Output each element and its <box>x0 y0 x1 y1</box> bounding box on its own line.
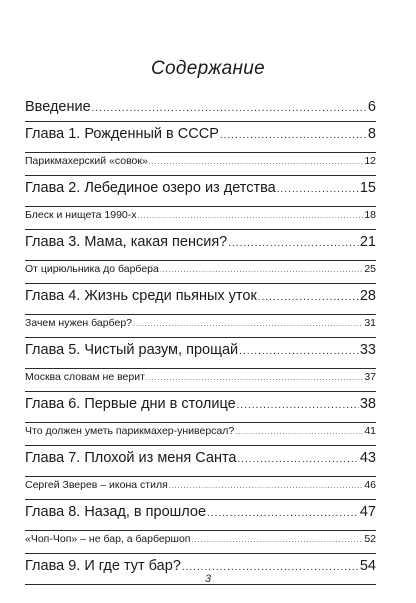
table-of-contents <box>25 99 376 585</box>
dot-leader <box>220 130 367 141</box>
toc-page-number: 46 <box>364 479 376 491</box>
dot-leader <box>92 103 367 114</box>
dot-leader <box>235 429 363 436</box>
toc-page-number: 12 <box>364 155 376 167</box>
dot-leader <box>169 483 364 490</box>
page-title: Содержание <box>151 58 265 79</box>
toc-entry <box>25 284 376 315</box>
toc-entry <box>25 392 376 423</box>
toc-page-number: 47 <box>359 504 376 520</box>
toc-entry <box>25 99 376 122</box>
toc-entry-title: Глава 8. Назад, в прошлое <box>25 504 207 520</box>
toc-entry-title: Что должен уметь парикмахер-универсал? <box>25 425 235 437</box>
toc-entry-title: Блеск и нищета 1990-х <box>25 209 137 221</box>
toc-entry-title: Глава 2. Лебединое озеро из детства <box>25 180 276 196</box>
toc-page-number: 8 <box>367 126 376 142</box>
dot-leader <box>182 562 359 573</box>
toc-entry-title: «Чоп-Чоп» – не бар, а барбершоп <box>25 533 191 545</box>
dot-leader <box>138 213 364 220</box>
toc-page-number: 21 <box>359 234 376 250</box>
toc-entry <box>25 207 376 230</box>
toc-entry <box>25 261 376 284</box>
dot-leader <box>277 184 359 195</box>
toc-page-number: 52 <box>364 533 376 545</box>
toc-entry <box>25 531 376 554</box>
toc-entry <box>25 315 376 338</box>
dot-leader <box>191 537 363 544</box>
toc-page-number: 37 <box>364 371 376 383</box>
toc-entry-title: Зачем нужен барбер? <box>25 317 133 329</box>
dot-leader <box>149 159 363 166</box>
toc-entry-title: От цирюльника до барбера <box>25 263 159 275</box>
dot-leader <box>133 321 363 328</box>
dot-leader <box>146 375 363 382</box>
toc-page-number: 54 <box>359 558 376 574</box>
toc-entry-title: Глава 6. Первые дни в столице <box>25 396 236 412</box>
toc-entry <box>25 369 376 392</box>
toc-entry <box>25 446 376 477</box>
toc-page-number: 33 <box>359 342 376 358</box>
toc-entry-title: Глава 7. Плохой из меня Санта <box>25 450 237 466</box>
toc-entry-title: Глава 3. Мама, какая пенсия? <box>25 234 228 250</box>
toc-entry-title: Парикмахерский «совок» <box>25 155 148 167</box>
toc-entry <box>25 176 376 207</box>
toc-entry-title: Введение <box>25 99 91 115</box>
page-number-footer: 3 <box>204 573 212 585</box>
toc-page-number: 25 <box>364 263 376 275</box>
toc-entry <box>25 230 376 261</box>
dot-leader <box>258 292 359 303</box>
dot-leader <box>237 400 359 411</box>
toc-page-number: 43 <box>359 450 376 466</box>
toc-entry <box>25 122 376 153</box>
toc-entry-title: Глава 4. Жизнь среди пьяных уток <box>25 288 257 304</box>
toc-entry <box>25 477 376 500</box>
toc-page-number: 15 <box>359 180 376 196</box>
toc-entry <box>25 500 376 531</box>
toc-page-number: 18 <box>364 209 376 221</box>
toc-entry <box>25 423 376 446</box>
dot-leader <box>207 508 359 519</box>
toc-entry <box>25 338 376 369</box>
dot-leader <box>238 454 359 465</box>
toc-page-number: 38 <box>359 396 376 412</box>
dot-leader <box>160 267 363 274</box>
toc-page-number: 28 <box>359 288 376 304</box>
toc-entry <box>25 153 376 176</box>
toc-page-number: 31 <box>364 317 376 329</box>
toc-page-number: 6 <box>367 99 376 115</box>
toc-entry-title: Сергей Зверев – икона стиля <box>25 479 168 491</box>
dot-leader <box>239 346 359 357</box>
toc-entry-title: Глава 9. И где тут бар? <box>25 558 181 574</box>
dot-leader <box>228 238 359 249</box>
toc-entry-title: Глава 5. Чистый разум, прощай <box>25 342 239 358</box>
toc-entry-title: Глава 1. Рожденный в СССР <box>25 126 219 142</box>
toc-entry-title: Москва словам не верит <box>25 371 145 383</box>
toc-page-number: 41 <box>364 425 376 437</box>
